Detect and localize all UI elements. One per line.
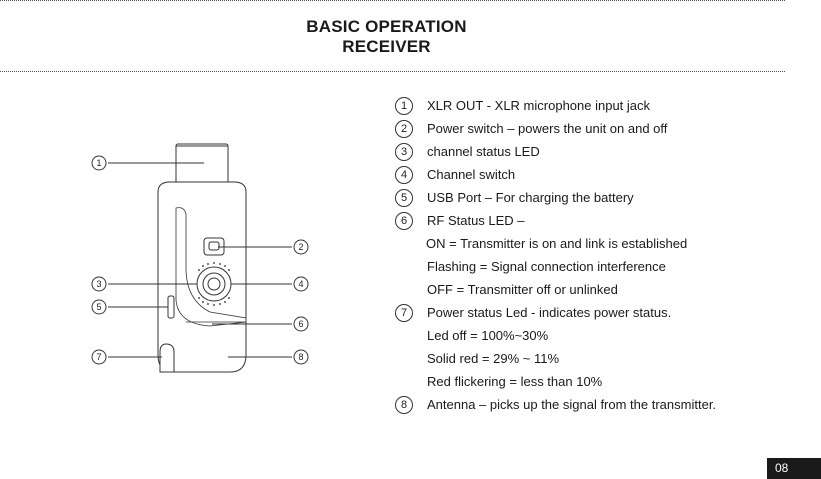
legend-item <box>392 301 812 324</box>
legend-list <box>392 94 812 416</box>
legend-number: 4 <box>395 166 413 184</box>
callout-label-5: 5 <box>96 302 102 312</box>
callout-label-1: 1 <box>96 158 102 168</box>
legend-subitem <box>392 324 812 347</box>
legend-number: 6 <box>395 212 413 230</box>
legend-subtext: Flashing = Signal connection interference <box>427 259 666 274</box>
legend-item <box>392 393 812 416</box>
legend-number: 8 <box>395 396 413 414</box>
callout-label-4: 4 <box>298 279 304 289</box>
legend-item <box>392 209 812 232</box>
legend-item <box>392 186 812 209</box>
legend-text: USB Port – For charging the battery <box>427 190 634 205</box>
legend-item <box>392 163 812 186</box>
callout-label-2: 2 <box>298 242 304 252</box>
legend-number: 3 <box>395 143 413 161</box>
callout-label-8: 8 <box>298 352 304 362</box>
legend-number: 2 <box>395 120 413 138</box>
legend-item <box>392 117 812 140</box>
legend-number: 1 <box>395 97 413 115</box>
legend-subitem <box>392 278 812 301</box>
legend-text: Power status Led - indicates power status. <box>427 305 672 320</box>
legend-subtext: ON = Transmitter is on and link is established <box>426 236 688 251</box>
legend-item <box>392 140 812 163</box>
legend-subtext: Red flickering = less than 10% <box>427 374 603 389</box>
legend-subitem <box>392 255 812 278</box>
xlr-connector <box>176 144 228 184</box>
legend-text: Channel switch <box>427 167 516 182</box>
legend-text: Power switch – powers the unit on and off <box>427 121 668 136</box>
legend-text: RF Status LED – <box>427 213 525 228</box>
legend-text: XLR OUT - XLR microphone input jack <box>427 98 651 113</box>
legend-subitem <box>392 347 812 370</box>
callout-label-7: 7 <box>96 352 102 362</box>
legend-subtext: Led off = 100%~30% <box>427 328 549 343</box>
legend-text: Antenna – picks up the signal from the transmitter. <box>427 397 717 412</box>
legend-item <box>392 94 812 117</box>
antenna <box>160 344 174 372</box>
legend-subtext: Solid red = 29% ~ 11% <box>427 351 560 366</box>
legend-number: 7 <box>395 304 413 322</box>
page-subtitle: RECEIVER <box>342 37 431 56</box>
page-title: BASIC OPERATION <box>306 17 467 36</box>
legend-number: 5 <box>395 189 413 207</box>
callout-label-6: 6 <box>298 319 304 329</box>
legend-subitem <box>392 232 812 255</box>
legend-subtext: OFF = Transmitter off or unlinked <box>427 282 618 297</box>
callout-label-3: 3 <box>96 279 102 289</box>
usb-port <box>168 296 174 318</box>
page-number: 08 <box>767 458 821 479</box>
legend-subitem <box>392 370 812 393</box>
legend-text: channel status LED <box>427 144 540 159</box>
